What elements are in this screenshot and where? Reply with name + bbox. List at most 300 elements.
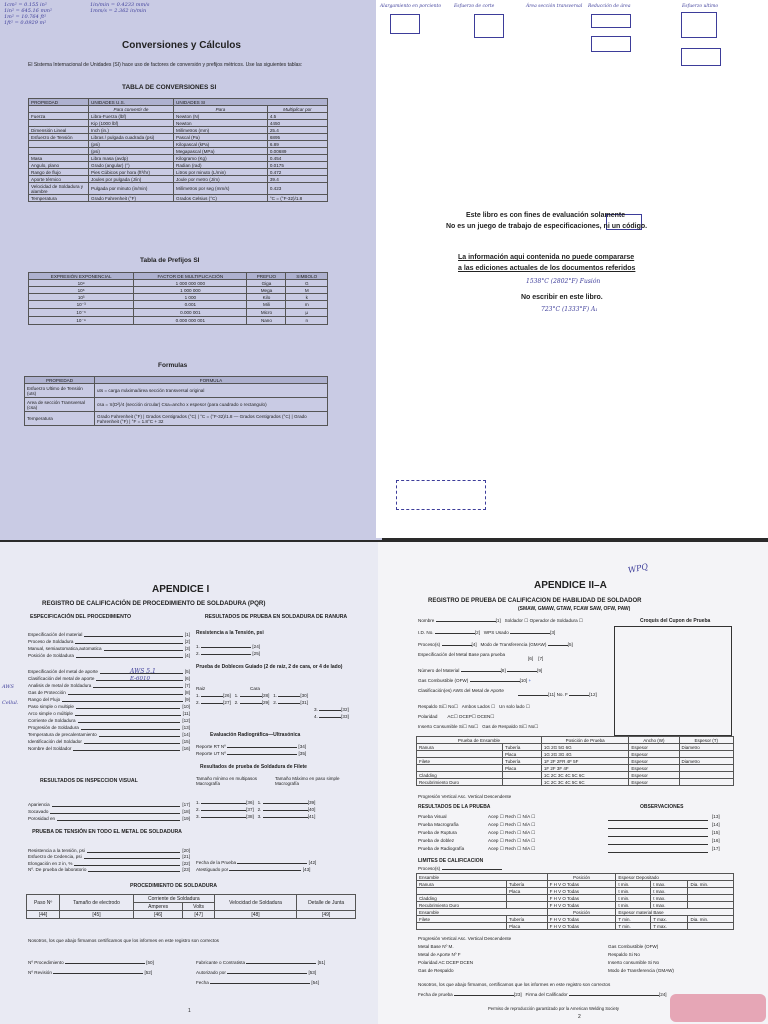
conversion-table <box>28 98 328 202</box>
table-cell: t min. <box>616 888 651 895</box>
col-header: PROPIEDAD <box>25 377 95 384</box>
table-cell: Dia. min. <box>688 881 734 888</box>
form-line <box>28 702 190 709</box>
table-cell: µ <box>286 309 328 317</box>
form-line <box>28 723 190 730</box>
witnessed-by: Atestiguado por [43] <box>196 867 311 872</box>
table-cell: t min. <box>616 881 651 888</box>
table-cell: T max. <box>651 916 688 923</box>
manufacturer: Fabricante o Contratista [51] <box>196 960 326 965</box>
rt-report: Reporte RT Nº [34] <box>196 744 307 749</box>
table-cell: uts = carga máxima/área sección transversal original <box>95 384 328 398</box>
form-line <box>28 651 190 658</box>
table-cell: Diametro <box>679 758 734 765</box>
aws-classification: Clasificación(es) AWS del Metal de Aporte <box>418 688 504 693</box>
table-cell: Espesor <box>629 772 679 779</box>
col-header: Espesor (T) <box>679 737 734 744</box>
col-header: Paso Nº <box>27 895 60 911</box>
col-header: PROPIEDAD <box>29 99 89 106</box>
obs-number: [16] <box>712 838 720 843</box>
bottom-row <box>418 944 734 952</box>
form-line <box>28 681 190 688</box>
table-cell: Cladding <box>417 895 507 902</box>
bottom-right-label: Respaldo Si No <box>608 952 640 957</box>
table-cell: 10⁻⁶ <box>29 309 134 317</box>
table-cell: t max. <box>651 895 688 902</box>
table-cell: 1G 2G 3G 4G <box>541 751 628 758</box>
test-choices: Acep ☐ Rech ☐ N/A ☐ <box>488 846 536 851</box>
intro-text: El Sistema Internacional de Unidades (SI) hace uso de factores de conversión y prefijos métricos. Use las siguientes tablas: <box>28 62 303 68</box>
table-row <box>417 888 734 895</box>
table-cell: Tubería <box>503 758 542 765</box>
test-label: Prueba de Ruptura <box>418 830 457 835</box>
test-row <box>418 838 734 846</box>
table-row <box>29 183 328 195</box>
test-choices: Acep ☐ Rech ☐ N/A ☐ <box>488 838 536 843</box>
table-cell: t min. <box>616 895 651 902</box>
table-cell: Rango de flujo <box>29 169 89 176</box>
table-row <box>417 744 734 751</box>
form-line-number: [10] <box>182 704 190 709</box>
col-header: FACTOR DE MULTIPLICACIÓN <box>134 273 247 280</box>
bottom-right-label: Modo de Transferencia (GMAW) <box>608 968 674 973</box>
form-line-number: [9] <box>184 697 190 702</box>
bend-test-label: Prueba de Dobleces Guiado (2 de raiz, 2 de cara, or 4 de lado) <box>196 664 343 670</box>
table-row <box>29 317 328 325</box>
obs-line <box>608 820 708 821</box>
coupon-sketch-title: Croquis del Cupon de Prueba <box>640 618 711 624</box>
table-row <box>417 765 734 772</box>
bottom-row <box>418 960 734 968</box>
table-row <box>29 301 328 309</box>
table-cell: 1 000 <box>134 294 247 301</box>
test-label: Prueba de doblez <box>418 838 455 843</box>
table-cell: Megapascal (MPa) <box>174 148 268 155</box>
table-cell: Libra masa (avdp) <box>89 155 174 162</box>
radio-title: Evaluación Radiográfica—Ultrasónica <box>210 732 301 738</box>
form-line <box>28 667 190 674</box>
table-cell: Newton (N) <box>174 113 268 120</box>
table-cell: 10³ <box>29 294 134 301</box>
table-cell: Giga <box>247 280 286 287</box>
form-line-number: [14] <box>182 732 190 737</box>
form-line <box>28 866 190 873</box>
conversion-table-title: TABLA DE CONVERSIONES SI <box>122 84 217 91</box>
proc-title: PROCEDIMIENTO DE SOLDADURA <box>130 883 217 889</box>
form-line-label: Arco simple o múltiple <box>28 711 73 716</box>
notice-evaluation: Este libro es con fines de evaluación solamente <box>466 212 626 219</box>
table-cell: Milímetros por seg (mm/s) <box>174 183 268 195</box>
handwritten-temperature-formula <box>396 480 486 510</box>
table-cell: Kilogramo (Kg) <box>174 155 268 162</box>
prefix-table <box>28 272 328 325</box>
table-cell: Placa <box>506 923 547 930</box>
col-header: PREFIJO <box>247 273 286 280</box>
form-line-number: [6] <box>184 676 190 681</box>
table-cell: Recubrimiento Duro <box>417 902 507 909</box>
table-cell <box>29 141 89 148</box>
table-cell: T max. <box>651 923 688 930</box>
sub-header: Para <box>215 106 226 112</box>
form-line-number: [12] <box>182 718 190 723</box>
form-line <box>28 737 190 744</box>
table-cell: 1F 2F 2FR 4F 5F <box>541 758 628 765</box>
test-row <box>418 846 734 854</box>
handwritten-box <box>390 14 420 34</box>
form-line-label: Rango del Flujo <box>28 697 61 702</box>
table-cell: Tubería <box>506 916 547 923</box>
form-line-label: Resistencia a la tensión, psi <box>28 847 85 853</box>
wpq-title: APENDICE II–A <box>534 580 607 591</box>
table-cell: 10⁶ <box>29 287 134 294</box>
form-line-label: Paso simple o multiple <box>28 704 74 709</box>
page-number: 1 <box>188 1008 191 1014</box>
table-row <box>29 176 328 183</box>
test-label: Prueba de Radiografía <box>418 846 465 851</box>
fillet-results-title: Resultados de prueba de Soldadura de Filete <box>200 764 307 770</box>
form-line-blank <box>73 750 180 751</box>
table-cell: Grado (angular) (°) <box>89 162 174 169</box>
procedure-table <box>26 894 356 919</box>
page-number: 2 <box>578 1014 581 1020</box>
table-cell: Grado Fahrenheit (°F) <box>89 195 174 202</box>
handwritten-electrode: E-6010 <box>130 676 150 682</box>
table-cell: Temperatura <box>25 412 95 426</box>
col-header: Velocidad de Soldadura <box>214 895 297 911</box>
table-cell: 10⁻⁹ <box>29 317 134 325</box>
table-row <box>29 169 328 176</box>
table-cell: Pulgada por minuto (in/min) <box>89 183 174 195</box>
table-cell: t min. <box>616 902 651 909</box>
table-cell: Kip (1000 lbf) <box>89 120 174 127</box>
handwritten-formula-header: Alargamiento en porciento <box>380 4 442 9</box>
form-line-blank <box>57 820 180 821</box>
wpq-test-date: Fecha de prueba [23] Firma del Calificador [24] <box>418 992 667 997</box>
form-line <box>28 807 190 814</box>
col-header: EXPRESIÓN EXPONENCIAL <box>29 273 134 280</box>
table-row <box>29 120 328 127</box>
form-line-label: Esfuerzo de Cedencia, psi <box>28 854 82 859</box>
col-header: Tamaño de electrodo <box>60 895 134 911</box>
bottom-label: Metal Base Nº M. <box>418 944 454 949</box>
wpq-certify: Nosotros, los que abajo firmamos, certificamos que los informes en este registro son correctos <box>418 982 611 987</box>
form-line-number: [20] <box>182 847 190 853</box>
table-cell: Espesor <box>629 744 679 751</box>
table-cell: 0.472 <box>267 169 327 176</box>
page-title: Conversiones y Cálculos <box>122 40 241 51</box>
notice-no-write: No escribir en este libro. <box>521 294 603 301</box>
bottom-label: Gas de Respaldo <box>418 968 454 973</box>
table-cell: t max. <box>651 888 688 895</box>
table-cell <box>29 120 89 127</box>
form-line <box>28 630 190 637</box>
table-cell: 1C 2C 3C 4C 5C 6C <box>541 772 628 779</box>
table-cell: 25.4 <box>267 127 327 134</box>
handwritten-formula-header: Esfuerzo de corte <box>454 4 495 9</box>
form-line <box>28 744 190 751</box>
root-label: Raiz <box>196 686 206 691</box>
table-cell: 4450 <box>267 120 327 127</box>
table-cell <box>503 779 542 786</box>
face-label: Cara <box>250 686 260 691</box>
pqr-title: APENDICE I <box>152 584 210 595</box>
groove-results-title: RESULTADOS DE PRUEBA EN SOLDADURA DE RANURA <box>204 614 348 620</box>
base-metal-spec: Especificación del Metal Base para prueba <box>418 652 506 657</box>
table-cell: F H V O Todas <box>547 916 616 923</box>
table-row <box>25 412 328 426</box>
form-line-number: [18] <box>182 809 190 814</box>
id-field: I.D. No. [2] WPS Usado [3] <box>418 630 556 635</box>
progression-field: Progresión Vertical Asc. Vertical Descendente <box>418 794 512 799</box>
form-line-number: [5] <box>184 669 190 674</box>
table-cell: Masa <box>29 155 89 162</box>
table-cell: Pascal (Pa) <box>174 134 268 141</box>
table-cell <box>679 772 734 779</box>
table-cell <box>417 888 507 895</box>
permission-text: Permiso de reproducción garantizado por la American Welding Society <box>488 1006 619 1011</box>
table-cell: 0.000 001 <box>134 309 247 317</box>
sub-header: Multiplicar por <box>283 106 312 112</box>
form-line-label: Progresión de Soldadura <box>28 725 79 730</box>
table-cell: Velocidad de Soldadura y alambre <box>29 183 89 195</box>
table-cell: [49] <box>297 911 356 919</box>
table-row <box>417 923 734 930</box>
table-cell: Radian (rad) <box>174 162 268 169</box>
col-header: Espesor Depositado <box>616 874 734 881</box>
table-cell: Grado Fahrenheit (°F) | Grados Centigrados (°C) | °C = (°F-32)/1.8 — Grados Centigrados (°C) | Grado Fahrenheit (°F) | °F = 1.8°C + 32 <box>95 412 328 426</box>
table-cell: 0.423 <box>267 183 327 195</box>
table-cell: [46] <box>133 911 183 919</box>
table-cell: 0.000 000 001 <box>134 317 247 325</box>
table-cell: 6895 <box>267 134 327 141</box>
test-choices: Acep ☐ Rech ☐ N/A ☐ <box>488 822 536 827</box>
table-cell: Kilo <box>247 294 286 301</box>
consumable-insert: Inserto Consumible Si☐ No☐ Gas de Respaldo Si☐ No☐ <box>418 724 539 729</box>
form-line-number: [16] <box>182 746 190 751</box>
test-date: Fecha de la Prueba [42] <box>196 860 317 865</box>
table-row <box>417 758 734 765</box>
form-line-label: Socavado <box>28 809 49 814</box>
table-cell: 0.454 <box>267 155 327 162</box>
table-cell: Cladding <box>417 772 503 779</box>
col-header: Prueba de Ensamble <box>417 737 542 744</box>
form-line-number: [17] <box>182 802 190 807</box>
position-table <box>416 736 734 786</box>
page-pqr <box>0 542 382 1024</box>
form-line-label: Temperatura de precalentamiento <box>28 732 97 737</box>
form-line <box>28 695 190 702</box>
table-cell <box>679 765 734 772</box>
obs-line <box>608 844 708 845</box>
form-line-number: [7] <box>184 683 190 688</box>
revision-number: Nº Revisión [52] <box>28 970 153 975</box>
material-number: Número del Material [8] [9] <box>418 668 543 673</box>
form-line-label: Apariencia <box>28 802 50 807</box>
fillet-results: 1. [36] 1. [39] 2. [37] 2. [40] 3. [38] 3. [41] <box>196 800 316 819</box>
notice-editions: a las ediciones actuales de los documentos referidos <box>458 265 636 272</box>
obs-number: [14] <box>712 822 720 827</box>
table-cell: Inch (in.) <box>89 127 174 134</box>
table-cell: Temperatura <box>29 195 89 202</box>
form-line-label: Especificación del metal de aporte <box>28 669 98 674</box>
bottom-right-label: Inserto consumible Si No <box>608 960 660 965</box>
table-cell <box>503 772 542 779</box>
table-cell: Filete <box>417 758 503 765</box>
form-line <box>28 688 190 695</box>
table-cell: Espesor <box>629 779 679 786</box>
table-cell: Ranura <box>417 744 503 751</box>
table-cell <box>688 895 734 902</box>
table-cell: t max. <box>651 902 688 909</box>
table-cell: Grados Celsius (°C) <box>174 195 268 202</box>
table-cell: Libras / pulgada cuadrada (psi) <box>89 134 174 141</box>
form-line-label: Gas de Protección <box>28 690 66 695</box>
table-cell: Dia. min. <box>688 916 734 923</box>
handwritten-formula-header: Reducción de área <box>588 4 631 9</box>
table-cell: [45] <box>60 911 134 919</box>
table-cell: Nano <box>247 317 286 325</box>
red-stamp <box>670 994 766 1022</box>
table-cell: 1F 2F 3F 4F <box>541 765 628 772</box>
table-cell: Joule por metro (J/m) <box>174 176 268 183</box>
form-line-label: Nombre del Soldador <box>28 746 72 751</box>
handwritten-formula-header: Esfuerzo ultimo <box>682 4 719 9</box>
table-cell: Diametro <box>679 744 734 751</box>
form-line-number: [15] <box>182 739 190 744</box>
table-cell: 4.5 <box>267 113 327 120</box>
handwritten-wpq: WPQ <box>627 562 649 576</box>
form-line <box>28 674 190 681</box>
test-row <box>418 822 734 830</box>
formulas-table <box>24 376 328 426</box>
page-wpq <box>378 542 768 1024</box>
col-header: UNIDADES U.S. <box>89 99 174 106</box>
table-row <box>29 113 328 120</box>
table-cell: [48] <box>214 911 297 919</box>
coupon-sketch-box <box>614 626 732 736</box>
table-cell: Esfuerzo de Tensión <box>29 134 89 141</box>
table-cell: csa = π(D²)/4 (sección circular) Csa=ancho x espesor (para cuadrado o rectangulo) <box>95 398 328 412</box>
table-cell: Placa <box>503 751 542 758</box>
form-line-number: [13] <box>182 725 190 730</box>
table-cell: Kilopascal (kPa) <box>174 141 268 148</box>
table-row <box>29 309 328 317</box>
table-row <box>417 779 734 786</box>
table-row <box>29 280 328 287</box>
col-header: Ancho (W) <box>629 737 679 744</box>
handwritten-box <box>681 48 721 66</box>
table-cell: k <box>286 294 328 301</box>
limits-title: LIMITES DE CALIFICACION <box>418 858 484 864</box>
table-row <box>417 902 734 909</box>
table-cell: 6.89 <box>267 141 327 148</box>
handwritten-side-note: AWS <box>2 684 14 690</box>
page-conversions <box>0 0 382 540</box>
handwritten-fusion-temp: 1538°C (2802°F) Fusión <box>526 278 601 285</box>
form-line <box>28 716 190 723</box>
col-header: Detalle de Junta <box>297 895 356 911</box>
table-cell: (psi) <box>89 148 174 155</box>
visual-title: RESULTADOS DE INSPECCION VISUAL <box>40 778 138 784</box>
col-header: SIMBOLO <box>286 273 328 280</box>
table-row <box>29 287 328 294</box>
table-cell: Fuerza <box>29 113 89 120</box>
obs-line <box>608 836 708 837</box>
table-cell: T min. <box>616 916 651 923</box>
table-cell: Pies Cúbicos por hora (ft³/hr) <box>89 169 174 176</box>
base-metal-nums: [6] [7] <box>528 656 544 661</box>
bottom-label: Progresión Vertical Asc. Vertical Descendente <box>418 936 512 941</box>
form-line-number: [4] <box>184 653 190 658</box>
test-choices: Acep ☐ Rech ☐ N/A ☐ <box>488 830 536 835</box>
test-label: Prueba Visual <box>418 814 447 819</box>
table-cell: °C = (°F-32)/1.8 <box>267 195 327 202</box>
table-cell: t max. <box>651 881 688 888</box>
weld-tension-title: PRUEBA DE TENSIÓN EN TODO EL METAL DE SOLDADURA <box>32 829 182 835</box>
col-header: Ensamble <box>417 909 548 916</box>
filler-nums: [11] No. F [12] <box>518 692 597 697</box>
bottom-label: Metal de Aporte Nº F <box>418 952 461 957</box>
obs-line <box>608 828 708 829</box>
col-header: Ensamble <box>417 874 548 881</box>
table-cell: Milímetros (mm) <box>174 127 268 134</box>
col-header: Corriente de Soldadura <box>133 895 214 903</box>
table-cell: Tubería <box>503 744 542 751</box>
table-row <box>29 148 328 155</box>
table-row <box>25 384 328 398</box>
table-cell: Area de sección Transversal (csa) <box>25 398 95 412</box>
table-cell: m <box>286 301 328 309</box>
tension-label: Resistencia a la Tensión, psi <box>196 630 264 636</box>
col-header: Espesor material Base <box>616 909 734 916</box>
notice-info: La información aqui contenida no puede compararse <box>458 254 635 261</box>
handwritten-box <box>591 14 631 28</box>
table-row <box>25 398 328 412</box>
table-row <box>29 155 328 162</box>
table-cell: Newton <box>174 120 268 127</box>
table-row <box>417 916 734 923</box>
table-cell: G <box>286 280 328 287</box>
table-cell <box>506 895 547 902</box>
fuel-gas: Gas Combustible (OFW) [10] + <box>418 678 532 683</box>
table-cell: Joules por pulgada (J/in) <box>89 176 174 183</box>
test-row <box>418 830 734 838</box>
bend-results: 1. [26] 1. [28] 1. [30] 2. [27] 2. [29] 2. [31] 3. [32] 4. [33] <box>196 693 349 719</box>
table-row <box>29 141 328 148</box>
table-cell: Ranura <box>417 881 507 888</box>
col-header: Amperes <box>133 903 183 911</box>
table-cell: F H V O Todas <box>547 888 616 895</box>
authorized-by: Autorizado por [53] <box>196 970 317 975</box>
process-field: Proceso(s) [4] Modo de Transferencia (GMAW) [5] <box>418 642 573 647</box>
limits-table <box>416 873 734 930</box>
table-cell <box>29 148 89 155</box>
sign-date: Fecha [54] <box>196 980 320 985</box>
table-cell: Recubrimiento Duro <box>417 779 503 786</box>
handwritten-side-note: Cellul. <box>2 700 19 706</box>
table-cell: Esfuerzo Ultimo de Tensión (uts) <box>25 384 95 398</box>
obs-number: [13] <box>712 814 720 819</box>
table-cell <box>417 751 503 758</box>
handwritten-a1-temp: 723°C (1333°F) A₁ <box>541 306 598 313</box>
handwritten-box <box>474 14 504 38</box>
table-row <box>29 294 328 301</box>
handwritten-box <box>591 36 631 52</box>
wpq-processes: (SMAW, GMAW, GTAW, FCAW SAW, OFW, PAW) <box>518 606 631 612</box>
notice-not-spec: No es un juego de trabajo de especificaciones, ni un código. <box>446 223 648 230</box>
table-cell: Espesor <box>629 751 679 758</box>
table-cell: [47] <box>183 911 214 919</box>
